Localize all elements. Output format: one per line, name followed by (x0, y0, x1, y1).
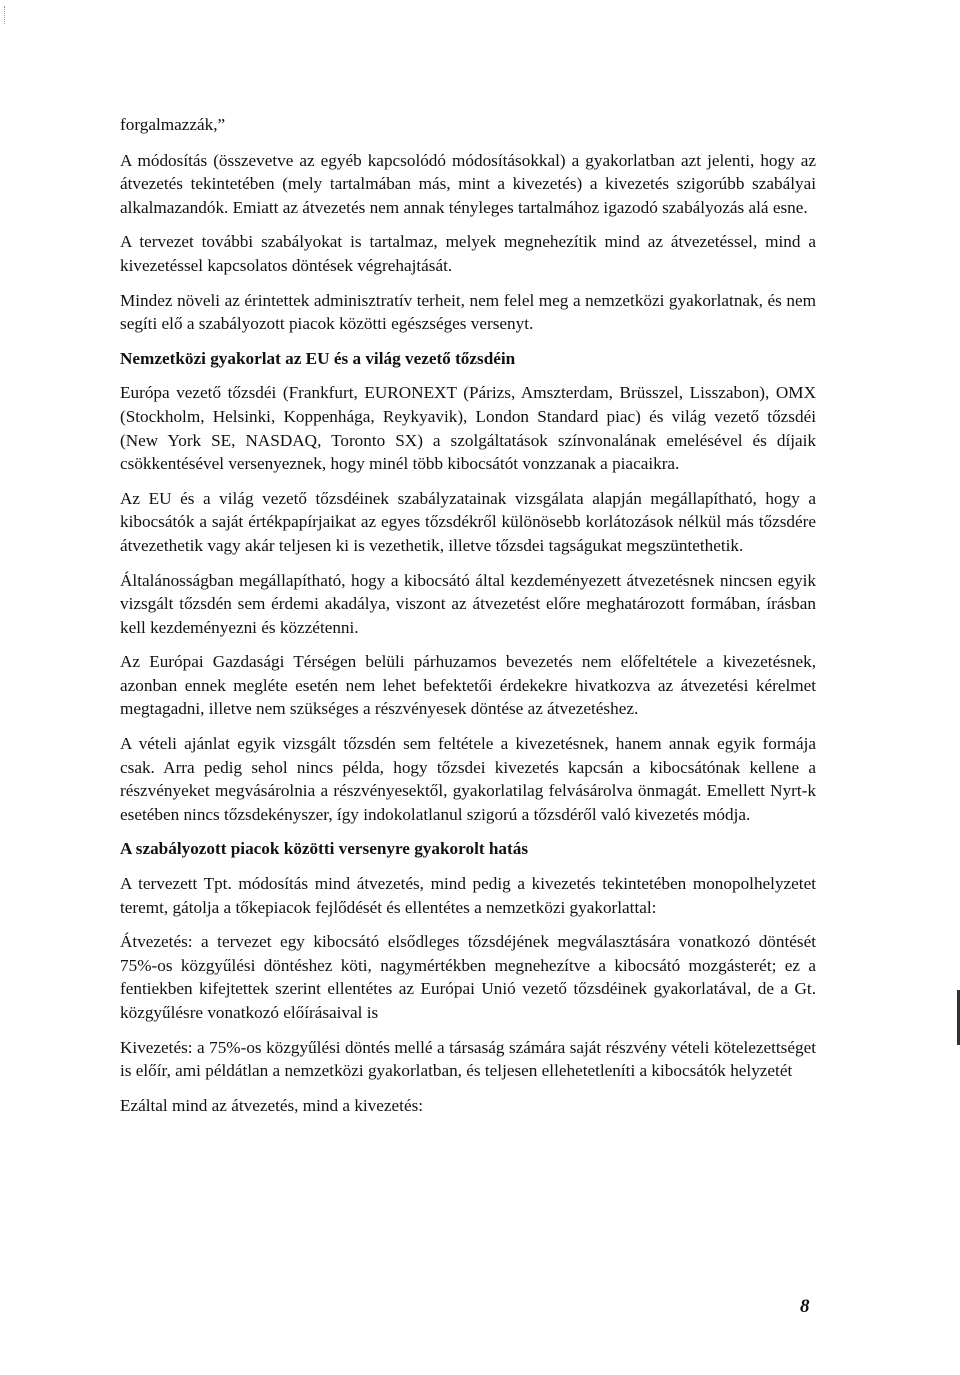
paragraph-monopoly: A tervezett Tpt. módosítás mind átvezetés, mind pedig a kivezetés tekintetében monopolhelyzetet teremt, gátolja a tőkepiacok fejlődését és ellentétes a nemzetközi gyakorlattal: (120, 874, 816, 917)
paragraph-modification-effect: A módosítás (összevetve az egyéb kapcsolódó módosításokkal) a gyakorlatban azt jelenti, hogy az átvezetés tekintetében (mely tartalmában más, mint a kivezetés) a kivezetés szigorúbb szabályai alkalmazandók. Emiatt az átvezetés nem annak tényleges tartalmához igazodó szabályozás alá esne. (120, 150, 816, 217)
paragraph-eea-listing: Az Európai Gazdasági Térségen belüli párhuzamos bevezetés nem előfeltétele a kivezetésnek, azonban ennek megléte esetén nem lehet befektetői érdekekre hivatkozva az átvezetési kérelmet megtagadni, illetve nem szükséges a részvényesek döntése az átvezetéshez. (120, 652, 816, 719)
page-number: 8 (800, 1296, 810, 1317)
paragraph-continuation: forgalmazzák,” (120, 115, 226, 134)
paragraph-conclusion-lead: Ezáltal mind az átvezetés, mind a kivezetés: (120, 1095, 424, 1115)
paragraph-administrative-burden: Mindez növeli az érintettek adminisztratív terheit, nem felel meg a nemzetközi gyakorlatnak, és nem segíti elő a szabályozott piacok közötti egészséges versenyt. (120, 290, 816, 334)
paragraph-delisting: Kivezetés: a 75%-os közgyűlési döntés mellé a társaság számára saját részvény vételi kötelezettséget is előír, ami példátlan a nemzetközi gyakorlatban, és teljesen ellehetetleníti a kibocsátók helyzetét (120, 1037, 816, 1081)
paragraph-rule-review: Az EU és a világ vezető tőzsdéinek szabályzatainak vizsgálata alapján megállapítható, hogy a kibocsátók a saját értékpapírjaikat az egyes tőzsdékről különösebb korlátozások nélkül más tőzsdére átvezethetik vagy akár teljesen ki is vezethetik, illetve tőzsdei tagságukat megszüntethetik. (120, 488, 816, 555)
document-page (120, 113, 816, 1128)
paragraph-tender-offer: A vételi ajánlat egyik vizsgált tőzsdén sem feltétele a kivezetésnek, hanem annak egyik formája csak. Arra pedig sehol nincs példa, hogy tőzsdei kivezetés kapcsán a kibocsátónak kellene a részvényeket megvásárolnia a részvényesektől, gyakorlatilag felvásárolva önmagát. Emellett Nyrt-k esetében nincs tőzsdekényszer, így indokolatlanul szigorú a tőzsdéről való kivezetés módja. (120, 734, 816, 824)
paragraph-transfer: Átvezetés: a tervezet egy kibocsátó elsődleges tőzsdéjének megválasztására vonatkozó döntését 75%-os közgyűlési döntéshez köti, nagymértékben megnehezítve a kibocsátó mozgásterét; ez a fentiekben kifejtettek szerint ellentétes az Európai Unió vezető tőzsdéinek gyakorlatával, de a Gt. közgyűlésre vonatkozó előírásaival is (120, 932, 816, 1022)
paragraph-european-exchanges: Európa vezető tőzsdéi (Frankfurt, EURONEXT (Párizs, Amszterdam, Brüsszel, Lisszabon), OMX (Stockholm, Helsinki, Koppenhága, Reykyavik), London Standard piac) és világ vezető tőzsdéi (New York SE, NASDAQ, Toronto SX) a szolgáltatások színvonalának emelésével és díjaik csökkentésével versenyeznek, hogy minél több kibocsátót vonzzanak a piacaikra. (120, 383, 816, 474)
paragraph-general-finding: Általánosságban megállapítható, hogy a kibocsátó által kezdeményezett átvezetésnek nincsen egyik vizsgált tőzsdén sem érdemi akadálya, viszont az átvezetést előre meghatározott formában, írásban kell kezdeményezni és közzétenni. (120, 570, 816, 637)
paragraph-further-rules: A tervezet további szabályokat is tartalmaz, melyek megnehezítik mind az átvezetéssel, mind a kivezetéssel kapcsolatos döntések végrehajtását. (120, 232, 816, 275)
section-heading-international-practice: Nemzetközi gyakorlat az EU és a világ vezető tőzsdéin (120, 348, 516, 368)
section-heading-competition-effect: A szabályozott piacok közötti versenyre gyakorolt hatás (120, 839, 529, 859)
scan-artifact (4, 6, 9, 24)
